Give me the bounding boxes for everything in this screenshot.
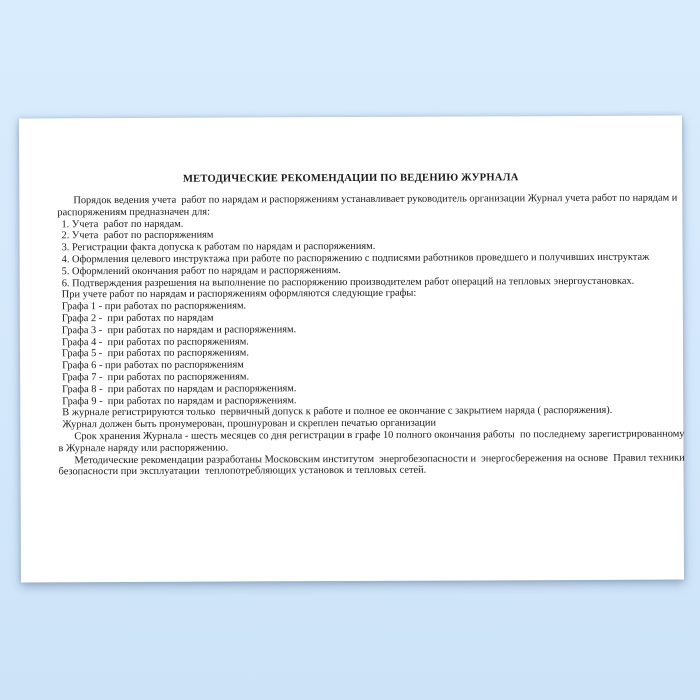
text-line: 3. Регистрации факта допуска к работам по нарядам и распоряжениям.: [61, 241, 376, 254]
text-line: Порядок ведения учета работ по нарядам и распоряжениям устанавливает руководитель организации Журнал учета работ по нарядам и: [73, 192, 678, 207]
text-line: Графа 3 - при работах по нарядам и распоряжениям.: [61, 324, 297, 337]
text-line: Графа 5 - при работах по распоряжениям.: [61, 347, 249, 360]
document-page: [19, 116, 684, 583]
text-line: При учете работ по нарядам и распоряжениям оформляются следующие графы:: [61, 288, 417, 301]
text-line: 4. Оформления целевого инструктажа при работе по распоряжению с подписями работников проведшего и получивших инструктаж: [61, 251, 650, 266]
text-line: Графа 4 - при работах по распоряжениям.: [61, 336, 249, 348]
text-line: 1. Учета работ по нарядам.: [61, 218, 184, 230]
document-body: [57, 192, 685, 479]
text-line: 2. Учета работ по распоряжениям: [61, 229, 214, 242]
text-line: Срок хранения Журнала - шесть месяцев со дня регистрации в графе 10 полного окончания работы по последнему зарегистрированному: [74, 428, 685, 443]
text-line: 5. Оформлений окончания работ по нарядам и распоряжениям.: [61, 264, 341, 278]
text-line: Графа 8 - при работах по нарядам и распоряжениям.: [62, 382, 297, 396]
text-line: 6. Подтверждения разрешения на выполнение по распоряжению производителем работ операций на тепловых энергоустановках.: [61, 275, 635, 289]
text-line: Графа 6 - при работах по распоряжениям: [62, 359, 244, 372]
text-line: распоряжениям предназначен для:: [57, 206, 210, 219]
text-line: В журнале регистрируются только первичный допуск к работе и полное ее окончание с закрытием наряда ( распоряжения).: [62, 405, 613, 419]
text-line: безопасности при эксплуатации теплопотребляющих установок и тепловых сетей.: [58, 465, 427, 478]
text-line: Журнал должен быть пронумерован, прошнурован и скреплен печатью организации: [62, 417, 437, 431]
text-line: Графа 1 - при работах по распоряжениям.: [61, 300, 247, 313]
document-title: МЕТОДИЧЕСКИЕ РЕКОМЕНДАЦИИ ПО ВЕДЕНИЮ ЖУРНАЛА: [182, 172, 519, 185]
text-line: Графа 2 - при работах по нарядам: [61, 312, 214, 325]
text-line: Графа 9 - при работах по нарядам и распоряжениям.: [62, 394, 297, 407]
text-line: Графа 7 - при работах по распоряжениям.: [62, 371, 250, 384]
text-line: в Журнале наряду или распоряжению.: [58, 442, 229, 455]
text-line: Методические рекомендации разработаны Московским институтом энергобезопасности и энергосбережения на основе Правил техники: [74, 452, 685, 466]
